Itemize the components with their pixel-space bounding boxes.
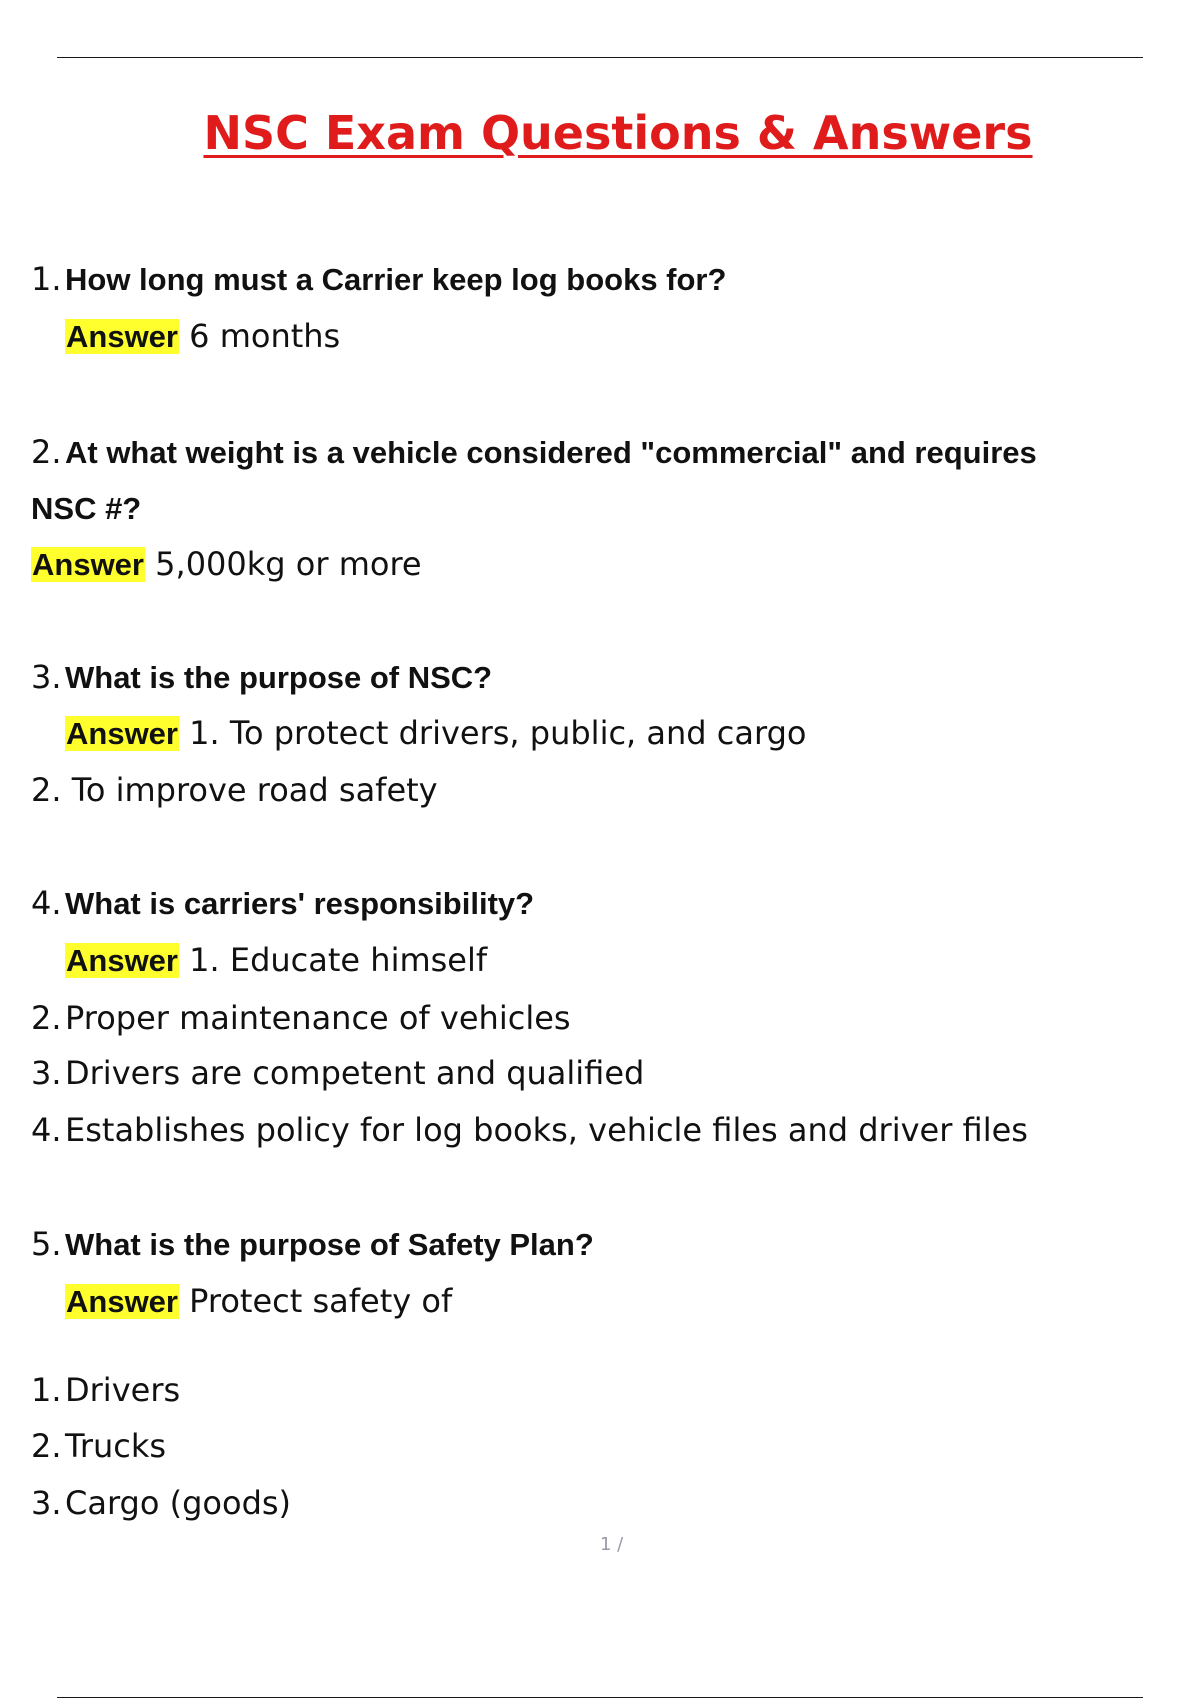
page-title: NSC Exam Questions & Answers (203, 106, 1033, 160)
list-item-number: 2. (31, 999, 62, 1037)
list-item-number: 2. (31, 1427, 62, 1465)
list-item-number: 3. (31, 1054, 62, 1092)
list-item (31, 998, 571, 1038)
list-item-number: 3. (31, 1484, 62, 1522)
list-item (31, 1370, 180, 1410)
list-item-number: 1. (31, 1371, 62, 1409)
answer-5 (65, 1281, 452, 1322)
question-text: What is the purpose of NSC? (65, 660, 493, 695)
answer-text: 5,000kg or more (155, 545, 422, 583)
question-2 (31, 432, 1037, 473)
answer-label: Answer (66, 716, 178, 751)
list-item-text: Trucks (65, 1427, 167, 1465)
answer-3-continued (31, 770, 438, 810)
answer-label: Answer (66, 943, 178, 978)
answer-text: Protect safety of (189, 1282, 453, 1320)
question-5 (31, 1224, 594, 1265)
question-number: 2. (31, 433, 62, 471)
question-1 (31, 259, 726, 300)
question-text: What is carriers' responsibility? (65, 886, 535, 921)
answer-label: Answer (66, 319, 178, 354)
answer-label: Answer (66, 1284, 178, 1319)
list-item-text: Drivers are competent and qualified (65, 1054, 645, 1092)
answer-text: 1. Educate himself (189, 941, 488, 979)
list-item-text: Drivers (65, 1371, 181, 1409)
answer-text: 6 months (189, 317, 341, 355)
bottom-rule (57, 1697, 1143, 1698)
question-2-continued (31, 488, 141, 529)
list-item-text: Proper maintenance of vehicles (65, 999, 571, 1037)
list-item (31, 1110, 1028, 1150)
question-text: What is the purpose of Safety Plan? (65, 1227, 594, 1262)
answer-1 (65, 316, 340, 357)
list-item-text: Establishes policy for log books, vehicle files and driver files (65, 1111, 1028, 1149)
list-item (31, 1483, 291, 1523)
page-number: 1 / (600, 1534, 624, 1555)
answer-text: 2. To improve road safety (31, 771, 438, 809)
question-4 (31, 883, 534, 924)
list-item (31, 1053, 644, 1093)
answer-4 (65, 940, 487, 981)
question-number: 4. (31, 884, 62, 922)
question-number: 5. (31, 1225, 62, 1263)
question-text: How long must a Carrier keep log books for? (65, 262, 727, 297)
top-rule (57, 57, 1143, 58)
answer-label: Answer (32, 547, 144, 582)
answer-2 (31, 544, 422, 585)
answer-3 (65, 713, 806, 754)
answer-text: 1. To protect drivers, public, and cargo (189, 714, 807, 752)
question-text: NSC #? (31, 491, 142, 526)
question-number: 3. (31, 658, 62, 696)
list-item-number: 4. (31, 1111, 62, 1149)
list-item (31, 1426, 166, 1466)
question-text: At what weight is a vehicle considered "commercial" and requires (65, 435, 1037, 470)
question-number: 1. (31, 260, 62, 298)
question-3 (31, 657, 492, 698)
list-item-text: Cargo (goods) (65, 1484, 292, 1522)
